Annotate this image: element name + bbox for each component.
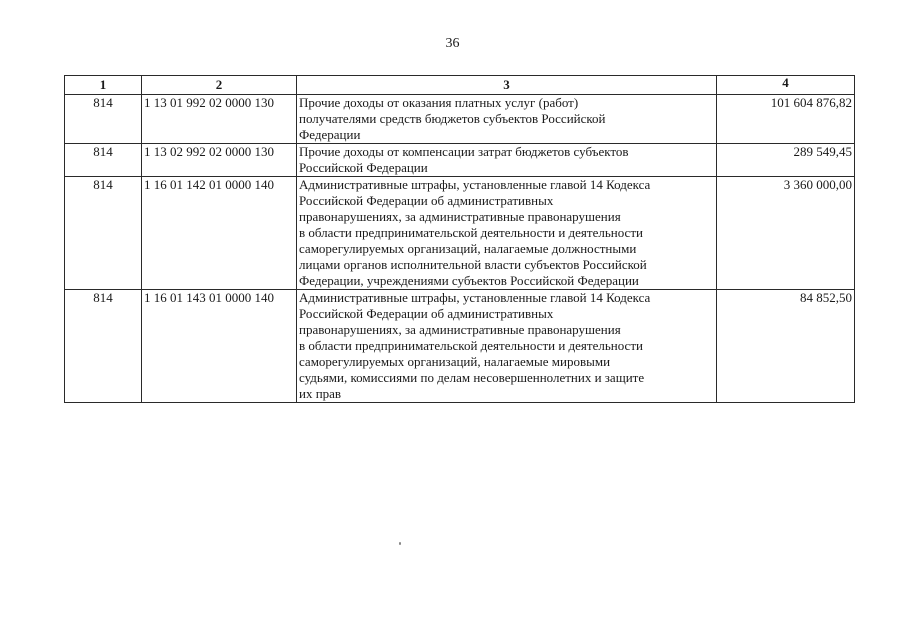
revenue-name-line: получателями средств бюджетов субъектов Российской: [299, 111, 606, 126]
revenue-name-cell: [297, 290, 717, 403]
budget-classification-code-cell: 1 16 01 142 01 0000 140: [142, 177, 297, 290]
revenue-name-line: Административные штрафы, установленные главой 14 Кодекса: [299, 177, 651, 192]
budget-classification-code-cell: 1 16 01 143 01 0000 140: [142, 290, 297, 403]
revenue-name-line: Административные штрафы, установленные главой 14 Кодекса: [299, 290, 651, 305]
revenue-name-line: их прав: [299, 386, 342, 401]
table-header-row: [65, 76, 855, 95]
revenue-table: [64, 75, 855, 403]
amount-cell: 84 852,50: [717, 290, 855, 403]
revenue-name-line: в области предпринимательской деятельности и деятельности: [299, 338, 643, 353]
admin-code-cell: 814: [65, 144, 142, 177]
revenue-name-line: правонарушениях, за административные правонарушения: [299, 209, 621, 224]
column-header-2: 2: [142, 76, 297, 95]
amount-cell: 101 604 876,82: [717, 95, 855, 144]
table-row: [65, 144, 855, 177]
revenue-name-line: Российской Федерации: [299, 160, 428, 175]
revenue-name-cell: [297, 177, 717, 290]
revenue-name-line: правонарушениях, за административные правонарушения: [299, 322, 621, 337]
revenue-name-line: Прочие доходы от компенсации затрат бюджетов субъектов: [299, 144, 629, 159]
column-header-1: 1: [65, 76, 142, 95]
revenue-name-line: Федерации, учреждениями субъектов Российской Федерации: [299, 273, 639, 288]
revenue-name-line: Федерации: [299, 127, 361, 142]
column-header-4: 4: [717, 76, 855, 95]
table-row: [65, 95, 855, 144]
revenue-name-cell: [297, 144, 717, 177]
revenue-name-line: судьями, комиссиями по делам несовершеннолетних и защите: [299, 370, 645, 385]
amount-cell: 289 549,45: [717, 144, 855, 177]
revenue-name-line: Прочие доходы от оказания платных услуг (работ): [299, 95, 579, 110]
revenue-name-cell: [297, 95, 717, 144]
revenue-name-line: в области предпринимательской деятельности и деятельности: [299, 225, 643, 240]
table-row: [65, 290, 855, 403]
amount-cell: 3 360 000,00: [717, 177, 855, 290]
revenue-name-line: Российской Федерации об административных: [299, 306, 554, 321]
scan-speck: [399, 542, 401, 545]
admin-code-cell: 814: [65, 95, 142, 144]
revenue-name-line: саморегулируемых организаций, налагаемые должностными: [299, 241, 637, 256]
table-row: [65, 177, 855, 290]
admin-code-cell: 814: [65, 177, 142, 290]
budget-classification-code-cell: 1 13 01 992 02 0000 130: [142, 95, 297, 144]
page-number: 36: [445, 36, 460, 51]
revenue-name-line: лицами органов исполнительной власти субъектов Российской: [299, 257, 647, 272]
revenue-name-line: Российской Федерации об административных: [299, 193, 554, 208]
revenue-name-line: саморегулируемых организаций, налагаемые мировыми: [299, 354, 611, 369]
column-header-3: 3: [297, 76, 717, 95]
admin-code-cell: 814: [65, 290, 142, 403]
budget-classification-code-cell: 1 13 02 992 02 0000 130: [142, 144, 297, 177]
